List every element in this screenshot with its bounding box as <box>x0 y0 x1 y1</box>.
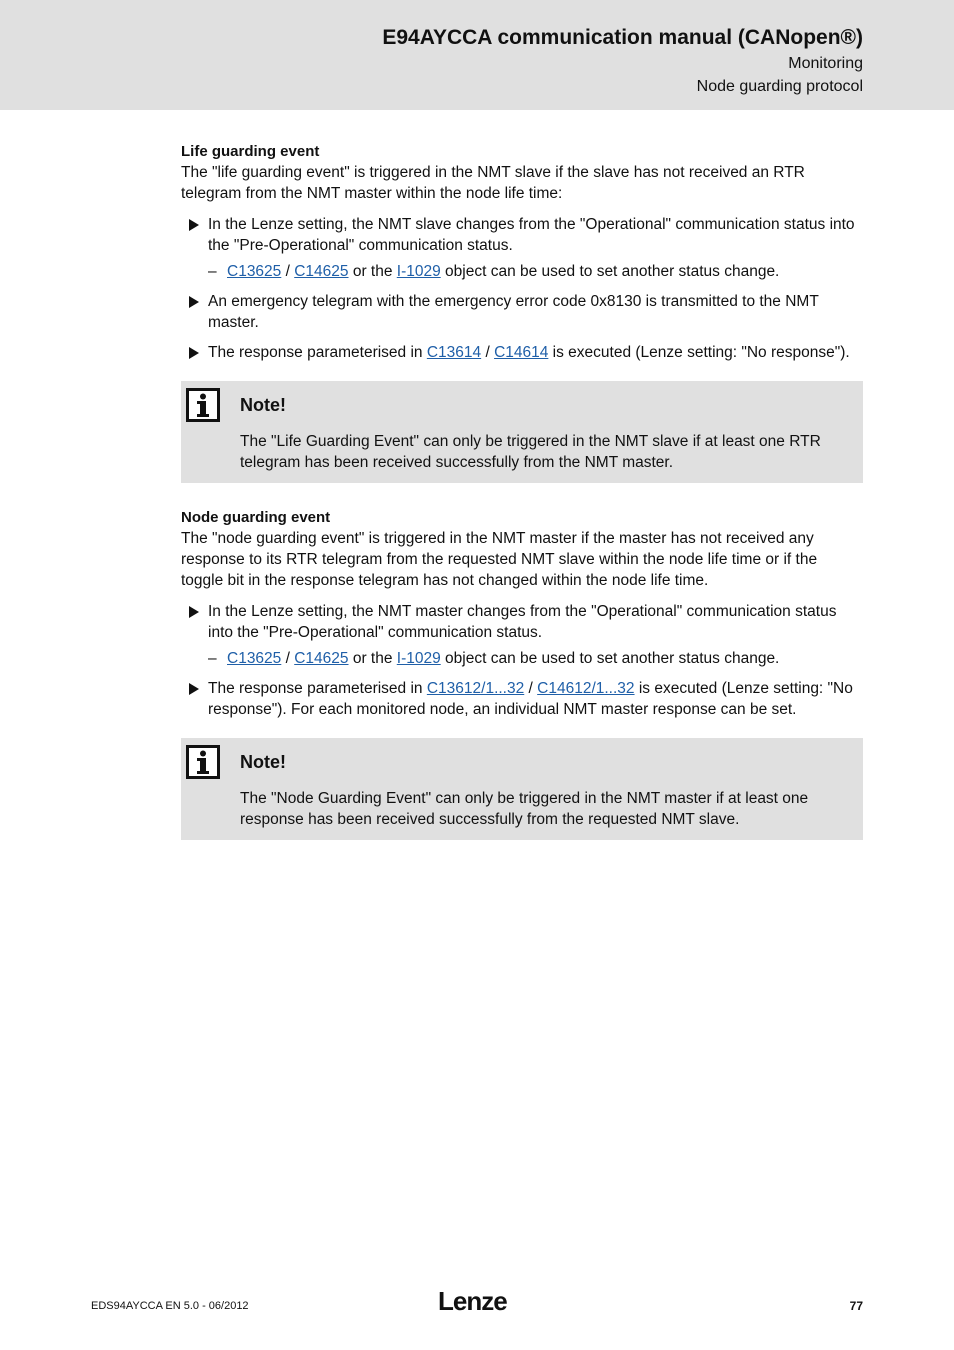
note-box <box>181 738 863 840</box>
separator: / <box>281 650 295 667</box>
bullet-triangle-icon <box>189 606 199 618</box>
bullet-triangle-icon <box>189 219 199 231</box>
sub-text: object can be used to set another status change. <box>440 650 780 667</box>
sub-text: or the <box>348 650 397 667</box>
sub-list-item <box>181 648 863 669</box>
bullet-text: The response parameterised in <box>208 680 427 697</box>
document-id: EDS94AYCCA EN 5.0 - 06/2012 <box>91 1300 249 1312</box>
life-guarding-heading: Life guarding event <box>181 143 320 160</box>
list-item <box>181 291 863 333</box>
sub-list-item <box>181 261 863 282</box>
section-title: Node guarding protocol <box>696 78 863 95</box>
list-item <box>181 214 863 282</box>
bullet-triangle-icon <box>189 296 199 308</box>
bullet-text: is executed (Lenze setting: "No response"). For each monitored node, an individual NMT master response can be set. <box>208 680 853 718</box>
dash-icon: – <box>208 263 217 280</box>
list-item <box>181 678 863 720</box>
page-header <box>0 0 954 110</box>
lenze-logo: Lenze <box>438 1286 507 1316</box>
link-c14612[interactable]: C14612/1...32 <box>537 680 635 697</box>
page-number: 77 <box>849 1299 863 1313</box>
info-icon <box>186 745 220 779</box>
separator: / <box>524 680 538 697</box>
link-c14614[interactable]: C14614 <box>494 344 549 361</box>
link-c13612[interactable]: C13612/1...32 <box>426 680 525 697</box>
document-title: E94AYCCA communication manual (CANopen®) <box>382 26 863 49</box>
note-text: The "Node Guarding Event" can only be triggered in the NMT master if at least one response has been received successfully from the requested NMT slave. <box>240 790 809 828</box>
link-c13614[interactable]: C13614 <box>426 344 482 361</box>
bullet-text: is executed (Lenze setting: "No response"). <box>548 344 850 361</box>
life-guarding-intro: The "life guarding event" is triggered in the NMT slave if the slave has not received an RTR telegram from the NMT master within the node life time: <box>181 164 805 202</box>
separator: / <box>281 263 295 280</box>
sub-text: object can be used to set another status change. <box>440 263 780 280</box>
list-item <box>181 601 863 669</box>
note-text: The "Life Guarding Event" can only be triggered in the NMT slave if at least one RTR telegram has been received successfully from the NMT master. <box>240 433 821 471</box>
sub-text: or the <box>348 263 397 280</box>
bullet-text: The response parameterised in <box>208 344 427 361</box>
link-c14625[interactable]: C14625 <box>294 650 349 667</box>
bullet-text: An emergency telegram with the emergency error code 0x8130 is transmitted to the NMT master. <box>208 293 819 331</box>
info-icon <box>186 388 220 422</box>
note-title: Note! <box>240 752 286 772</box>
separator: / <box>481 344 495 361</box>
bullet-triangle-icon <box>189 683 199 695</box>
link-c13625[interactable]: C13625 <box>227 650 282 667</box>
link-c14625[interactable]: C14625 <box>294 263 349 280</box>
link-c13625[interactable]: C13625 <box>227 263 282 280</box>
link-i-1029[interactable]: I-1029 <box>396 263 441 280</box>
list-item <box>181 342 863 363</box>
note-title: Note! <box>240 395 286 415</box>
main-content <box>181 141 863 864</box>
link-i-1029[interactable]: I-1029 <box>396 650 441 667</box>
bullet-text: In the Lenze setting, the NMT slave changes from the "Operational" communication status into the "Pre-Operational" communication status. <box>208 216 855 254</box>
dash-icon: – <box>208 650 217 667</box>
bullet-text: In the Lenze setting, the NMT master changes from the "Operational" communication status into the "Pre-Operational" communication status. <box>208 603 837 641</box>
node-guarding-heading: Node guarding event <box>181 509 331 526</box>
bullet-triangle-icon <box>189 347 199 359</box>
chapter-title: Monitoring <box>788 55 863 72</box>
note-box <box>181 381 863 483</box>
node-guarding-intro: The "node guarding event" is triggered in the NMT master if the master has not received any response to its RTR telegram from the requested NMT slave within the node life time or if the toggle bit in the response telegram has not changed within the node life time. <box>181 530 818 589</box>
